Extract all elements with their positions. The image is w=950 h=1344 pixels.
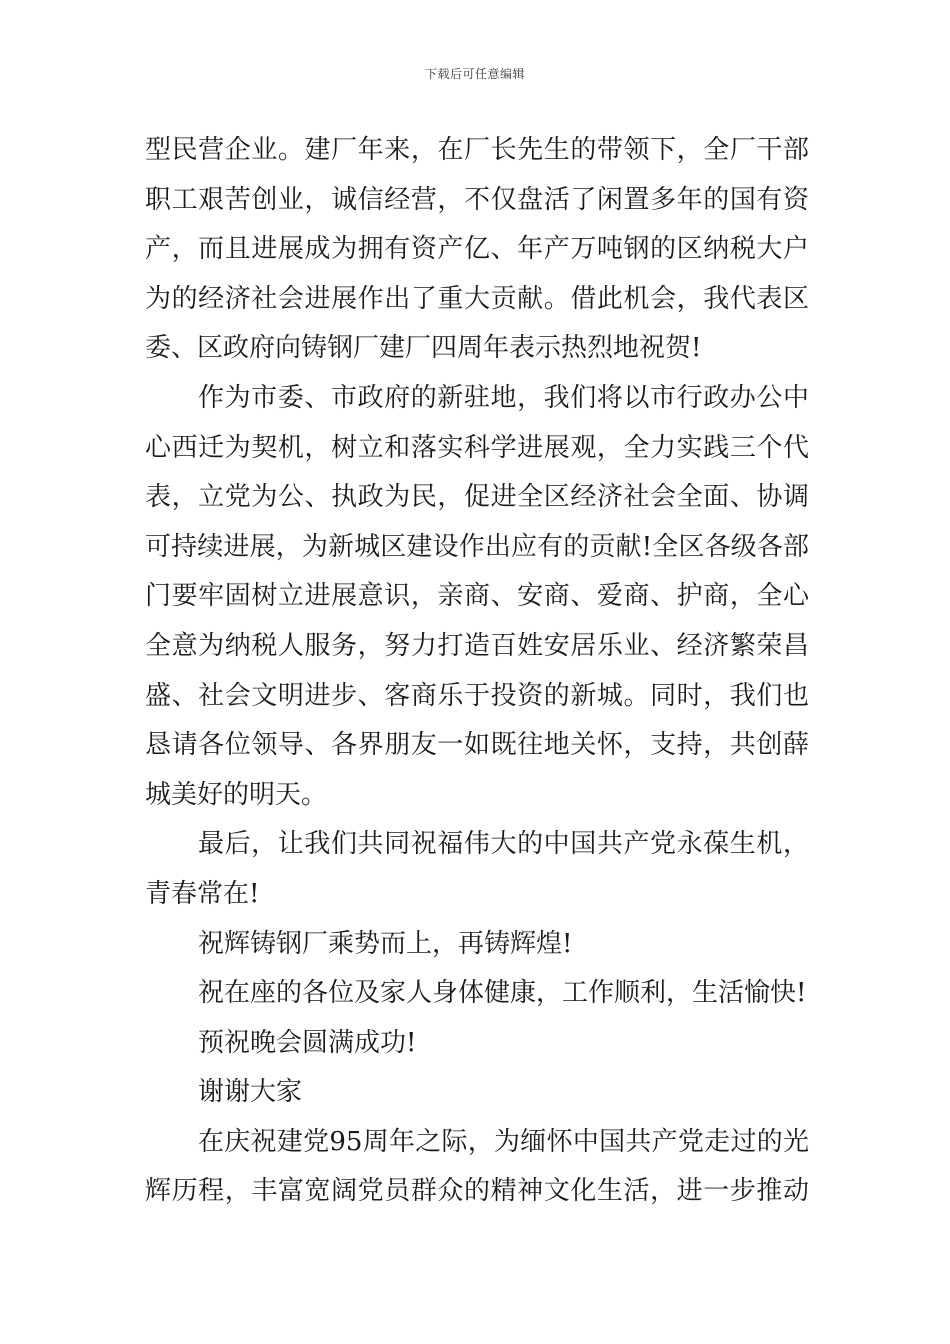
text-line: 委、区政府向铸钢厂建厂四周年表示热烈地祝贺! [145,333,702,364]
text-line: 为的经济社会进展作出了重大贡献。借此机会，我代表区 [145,283,809,314]
text-line: 表，立党为公、执政为民，促进全区经济社会全面、协调 [145,482,809,513]
text-line: 青春常在! [145,878,260,909]
text-line: 型民营企业。建厂年来，在厂长先生的带领下，全厂干部 [145,135,809,165]
paragraph-first-line: 预祝晚会圆满成功! [198,1027,417,1058]
paragraph-first-line: 最后，让我们共同祝福伟大的中国共产党永葆生机， [198,829,809,860]
text-line: 门要牢固树立进展意识，亲商、安商、爱商、护商，全心 [145,581,809,612]
text-line: 盛、社会文明进步、客商乐于投资的新城。同时，我们也 [145,680,809,711]
text-line: 职工艰苦创业，诚信经营，不仅盘活了闲置多年的国有资 [145,184,809,215]
paragraph-first-line: 祝辉铸钢厂乘势而上，再铸辉煌! [198,928,573,959]
text-line: 产，而且进展成为拥有资产亿、年产万吨钢的区纳税大户 [145,234,809,265]
text-line: 心西迁为契机，树立和落实科学进展观，全力实践三个代 [145,432,809,463]
paragraph-first-line: 祝在座的各位及家人身体健康，工作顺利，生活愉快! [198,978,807,1009]
document-body [145,126,809,1217]
paragraph-first-line: 作为市委、市政府的新驻地，我们将以市行政办公中 [198,382,809,413]
text-line: 全意为纳税人服务，努力打造百姓安居乐业、经济繁荣昌 [145,630,809,661]
paragraph-first-line: 谢谢大家 [198,1077,303,1108]
text-line: 恳请各位领导、各界朋友一如既往地关怀，支持，共创薛 [145,730,809,761]
text-line: 可持续进展，为新城区建设作出应有的贡献!全区各级各部 [145,531,809,562]
page-header: 下载后可任意编辑 [424,67,525,81]
paragraph-first-line: 在庆祝建党95周年之际，为缅怀中国共产党走过的光 [198,1126,809,1157]
text-line: 辉历程，丰富宽阔党员群众的精神文化生活，进一步推动 [145,1176,809,1207]
text-line: 城美好的明天。 [145,779,328,810]
